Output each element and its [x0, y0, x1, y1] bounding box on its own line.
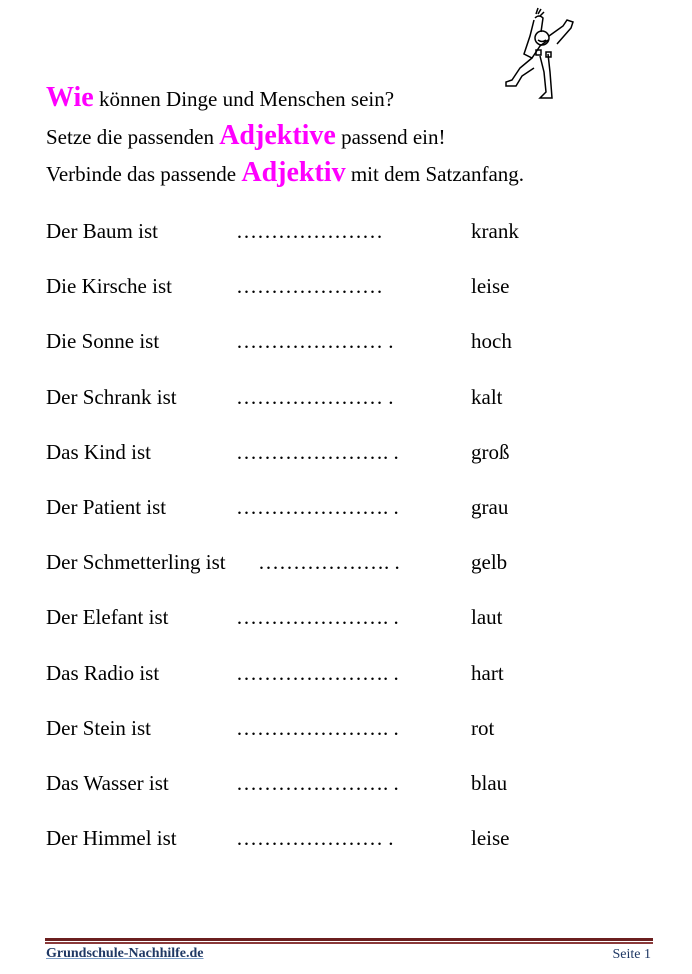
adjective-option: groß [471, 439, 510, 464]
answer-blank: …………………. . [236, 715, 399, 740]
exercise-row [46, 605, 646, 635]
answer-blank: …………………. . [236, 771, 399, 795]
answer-blank: ………………. . [258, 550, 400, 575]
adjective-option: hoch [471, 329, 512, 354]
adjective-option: blau [471, 771, 508, 795]
exercise-row [46, 716, 646, 746]
answer-blank: …………………. . [236, 439, 399, 464]
instruction-line-3 [46, 159, 524, 187]
sentence-start: Der Patient ist [46, 495, 167, 519]
adjective-option: kalt [471, 384, 503, 409]
exercise-row [46, 329, 646, 359]
instruction-text: können Dinge und Menschen sein? [93, 87, 395, 111]
exercise-row [46, 440, 646, 470]
page-number: Seite 1 [612, 947, 651, 962]
answer-blank: ………………… . [236, 384, 394, 409]
sentence-start: Die Kirsche ist [46, 274, 172, 299]
exercise-row [46, 495, 646, 525]
instruction-text: Setze die passenden [46, 125, 220, 149]
answer-blank: ………………… [236, 219, 383, 243]
sentence-start: Der Baum ist [46, 219, 158, 243]
sentence-start: Der Elefant ist [46, 605, 169, 630]
answer-blank: ………………… . [236, 329, 394, 354]
exercise-row [46, 661, 646, 691]
adjective-option: leise [471, 826, 510, 851]
sentence-start: Der Himmel ist [46, 826, 177, 851]
sentence-start: Das Wasser ist [46, 771, 169, 795]
adjective-option: hart [471, 660, 504, 685]
exercise-row [46, 771, 646, 801]
instruction-text: passend ein! [335, 125, 446, 149]
exercise-row [46, 219, 646, 249]
footer-site-link[interactable]: Grundschule-Nachhilfe.de [46, 946, 204, 961]
adjective-option: grau [471, 495, 509, 519]
sentence-start: Der Schrank ist [46, 384, 177, 409]
adjective-option: krank [471, 219, 519, 243]
answer-blank: ………………… . [236, 826, 394, 851]
exercise-row [46, 550, 646, 580]
instruction-line-1 [46, 84, 394, 112]
exercise-row [46, 385, 646, 415]
sentence-start: Der Stein ist [46, 715, 151, 740]
adjective-option: rot [471, 715, 495, 740]
highlight-word: Adjektive [219, 120, 336, 151]
sentence-start: Die Sonne ist [46, 329, 160, 354]
adjective-option: laut [471, 605, 503, 630]
answer-blank: …………………. . [236, 660, 399, 685]
answer-blank: …………………. . [236, 495, 399, 519]
instruction-text: Verbinde das passende [46, 162, 242, 186]
instruction-line-2 [46, 122, 446, 150]
sentence-start: Der Schmetterling ist [46, 550, 226, 575]
jumping-boy-illustration [488, 6, 584, 106]
footer-divider [45, 938, 653, 942]
adjective-option: gelb [471, 550, 508, 575]
highlight-word: Adjektiv [241, 157, 346, 188]
sentence-start: Das Radio ist [46, 660, 160, 685]
answer-blank: …………………. . [236, 605, 399, 630]
exercise-row [46, 274, 646, 304]
sentence-start: Das Kind ist [46, 439, 151, 464]
instruction-text: mit dem Satzanfang. [345, 162, 525, 186]
highlight-word: Wie [46, 82, 94, 113]
exercise-row [46, 826, 646, 856]
answer-blank: ………………… [236, 274, 383, 299]
adjective-option: leise [471, 274, 510, 299]
